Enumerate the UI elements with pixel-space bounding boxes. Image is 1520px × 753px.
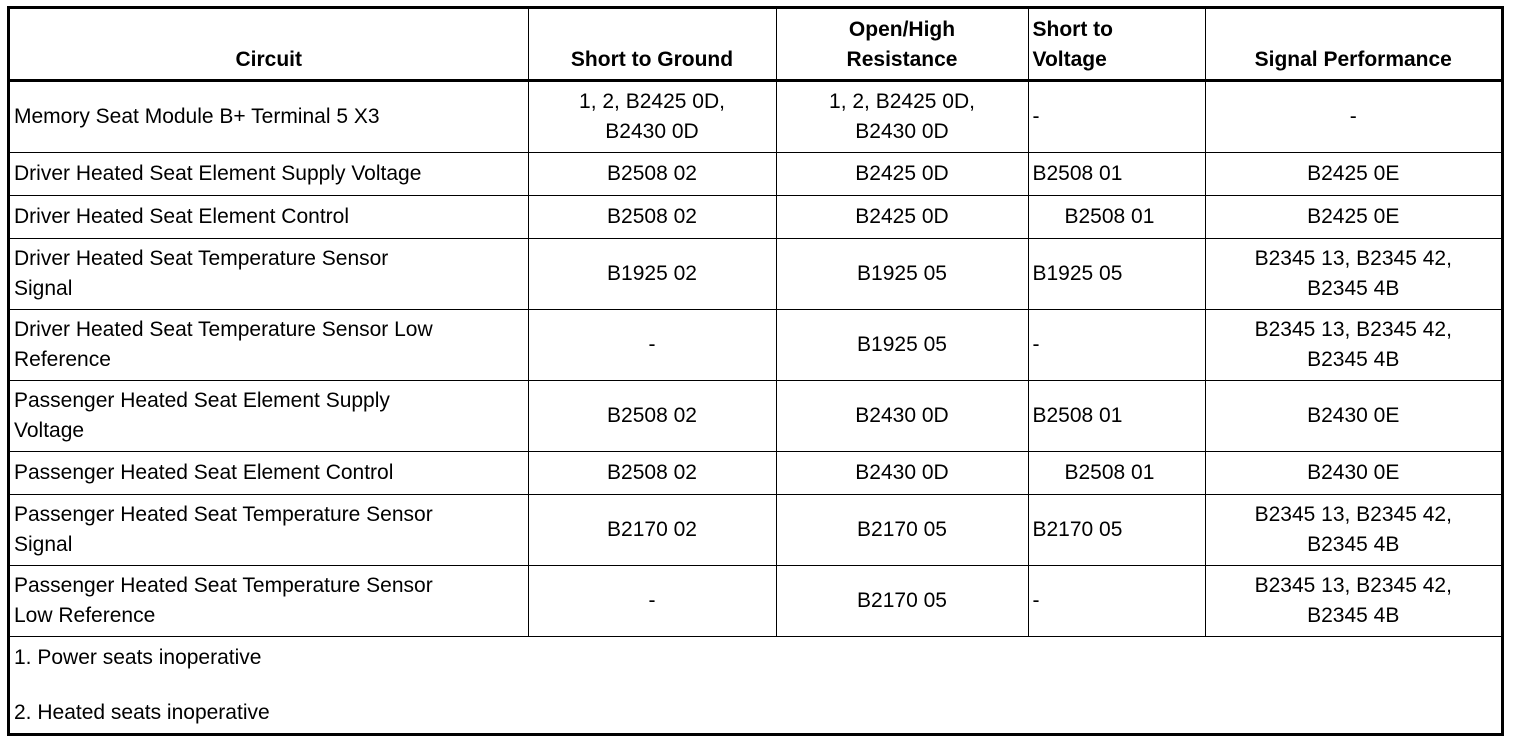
signal-performance-cell-line: - xyxy=(1349,105,1357,128)
signal-performance-cell-line: B2345 13, B2345 42, xyxy=(1254,247,1452,270)
short-to-voltage-cell-line: B2508 01 xyxy=(1064,205,1155,228)
circuit-cell xyxy=(10,452,528,495)
short-to-ground-cell-line: B2508 02 xyxy=(607,162,697,185)
short-to-ground-cell-line: - xyxy=(648,333,656,356)
signal-performance-cell xyxy=(1205,310,1501,381)
signal-performance-cell-line: B2345 4B xyxy=(1307,533,1400,556)
header-open-high-resistance xyxy=(776,9,1028,81)
short-to-ground-cell xyxy=(528,81,776,153)
table-row xyxy=(10,381,1501,452)
circuit-cell xyxy=(10,381,528,452)
table-row xyxy=(10,239,1501,310)
table-row xyxy=(10,452,1501,495)
table-row xyxy=(10,566,1501,637)
circuit-cell xyxy=(10,495,528,566)
open-high-resistance-cell-line: B2430 0D xyxy=(855,461,949,484)
short-to-ground-cell xyxy=(528,196,776,239)
signal-performance-cell xyxy=(1205,153,1501,196)
signal-performance-cell-line: B2425 0E xyxy=(1307,205,1400,228)
short-to-ground-cell-line: B2508 02 xyxy=(607,205,697,228)
open-high-resistance-cell-line: B2425 0D xyxy=(855,205,949,228)
short-to-ground-cell xyxy=(528,310,776,381)
open-high-resistance-cell-line: B1925 05 xyxy=(857,262,947,285)
short-to-ground-cell xyxy=(528,452,776,495)
signal-performance-cell-line: B2430 0E xyxy=(1307,404,1400,427)
table-body xyxy=(10,9,1501,637)
open-high-resistance-cell xyxy=(776,153,1028,196)
short-to-ground-cell xyxy=(528,239,776,310)
table-row xyxy=(10,310,1501,381)
header-circuit: Circuit xyxy=(10,9,528,81)
signal-performance-cell-line: B2345 4B xyxy=(1307,604,1400,627)
short-to-voltage-cell-line: - xyxy=(1032,333,1040,356)
short-to-voltage-cell xyxy=(1028,381,1205,452)
signal-performance-cell-line: B2345 13, B2345 42, xyxy=(1254,574,1452,597)
signal-performance-cell-line: B2345 4B xyxy=(1307,348,1400,371)
header-open-high-resistance-line-2: Resistance xyxy=(846,48,958,71)
short-to-voltage-cell xyxy=(1028,495,1205,566)
signal-performance-cell xyxy=(1205,196,1501,239)
footnote-1: 1. Power seats inoperative xyxy=(14,646,262,669)
short-to-ground-cell-line: B2430 0D xyxy=(605,120,699,143)
circuit-cell xyxy=(10,310,528,381)
table-row xyxy=(10,495,1501,566)
short-to-voltage-cell xyxy=(1028,153,1205,196)
circuit-dtc-table xyxy=(10,9,1501,637)
signal-performance-cell-line: B2345 4B xyxy=(1307,277,1400,300)
circuit-cell xyxy=(10,239,528,310)
short-to-voltage-cell-line: - xyxy=(1032,589,1040,612)
circuit-cell xyxy=(10,81,528,153)
short-to-ground-cell-line: B2508 02 xyxy=(607,404,697,427)
open-high-resistance-cell xyxy=(776,239,1028,310)
short-to-voltage-cell xyxy=(1028,239,1205,310)
signal-performance-cell xyxy=(1205,81,1501,153)
short-to-voltage-cell-line: B2508 01 xyxy=(1064,461,1155,484)
signal-performance-cell xyxy=(1205,452,1501,495)
short-to-voltage-cell-line: B2508 01 xyxy=(1032,404,1123,427)
circuit-cell-line: Memory Seat Module B+ Terminal 5 X3 xyxy=(14,105,380,128)
header-short-to-voltage xyxy=(1028,9,1205,81)
short-to-ground-cell-line: B2508 02 xyxy=(607,461,697,484)
short-to-ground-cell-line: - xyxy=(648,589,656,612)
signal-performance-cell-line: B2345 13, B2345 42, xyxy=(1254,318,1452,341)
open-high-resistance-cell xyxy=(776,452,1028,495)
open-high-resistance-cell-line: B2430 0D xyxy=(855,120,949,143)
circuit-cell xyxy=(10,566,528,637)
short-to-voltage-cell-line: B1925 05 xyxy=(1032,262,1123,285)
signal-performance-cell xyxy=(1205,381,1501,452)
signal-performance-cell-line: B2345 13, B2345 42, xyxy=(1254,503,1452,526)
short-to-ground-cell-line: B2170 02 xyxy=(607,518,697,541)
circuit-cell-line: Passenger Heated Seat Element Supply xyxy=(14,389,390,412)
open-high-resistance-cell xyxy=(776,381,1028,452)
open-high-resistance-cell-line: B2425 0D xyxy=(855,162,949,185)
short-to-voltage-cell-line: - xyxy=(1032,105,1040,128)
signal-performance-cell-line: B2430 0E xyxy=(1307,461,1400,484)
short-to-voltage-cell xyxy=(1028,452,1205,495)
open-high-resistance-cell-line: B2170 05 xyxy=(857,518,947,541)
short-to-voltage-cell xyxy=(1028,310,1205,381)
short-to-ground-cell-line: 1, 2, B2425 0D, xyxy=(579,90,725,113)
circuit-cell-line: Passenger Heated Seat Temperature Sensor xyxy=(14,574,433,597)
header-row xyxy=(10,9,1501,81)
open-high-resistance-cell-line: B1925 05 xyxy=(857,333,947,356)
short-to-ground-cell xyxy=(528,153,776,196)
circuit-cell-line: Passenger Heated Seat Temperature Sensor xyxy=(14,503,433,526)
table-row xyxy=(10,196,1501,239)
signal-performance-cell xyxy=(1205,239,1501,310)
footnotes xyxy=(10,637,1501,753)
circuit-cell-line: Signal xyxy=(14,277,73,300)
table-row xyxy=(10,153,1501,196)
open-high-resistance-cell xyxy=(776,566,1028,637)
signal-performance-cell xyxy=(1205,495,1501,566)
table-row xyxy=(10,81,1501,153)
header-signal-performance: Signal Performance xyxy=(1205,9,1501,81)
circuit-cell-line: Voltage xyxy=(14,419,85,442)
circuit-cell-line: Driver Heated Seat Element Control xyxy=(14,205,349,228)
header-short-to-ground: Short to Ground xyxy=(528,9,776,81)
circuit-cell-line: Driver Heated Seat Temperature Sensor Low xyxy=(14,318,433,341)
open-high-resistance-cell xyxy=(776,310,1028,381)
short-to-voltage-cell xyxy=(1028,81,1205,153)
circuit-cell xyxy=(10,153,528,196)
short-to-voltage-cell xyxy=(1028,566,1205,637)
circuit-cell-line: Driver Heated Seat Temperature Sensor xyxy=(14,247,389,270)
signal-performance-cell xyxy=(1205,566,1501,637)
short-to-voltage-cell-line: B2170 05 xyxy=(1032,518,1123,541)
header-open-high-resistance-line-1: Open/High xyxy=(848,18,956,41)
open-high-resistance-cell-line: B2430 0D xyxy=(855,404,949,427)
circuit-cell-line: Reference xyxy=(14,348,111,371)
short-to-ground-cell xyxy=(528,495,776,566)
open-high-resistance-cell-line: 1, 2, B2425 0D, xyxy=(829,90,975,113)
short-to-voltage-cell-line: B2508 01 xyxy=(1032,162,1123,185)
circuit-cell-line: Low Reference xyxy=(14,604,156,627)
signal-performance-cell-line: B2425 0E xyxy=(1307,162,1400,185)
header-short-to-voltage-line-1: Short to xyxy=(1032,18,1113,41)
open-high-resistance-cell xyxy=(776,81,1028,153)
diagnostic-table-page xyxy=(7,6,1504,736)
short-to-ground-cell xyxy=(528,381,776,452)
circuit-cell-line: Signal xyxy=(14,533,73,556)
circuit-cell-line: Driver Heated Seat Element Supply Voltage xyxy=(14,162,422,185)
footnote-2: 2. Heated seats inoperative xyxy=(14,701,270,724)
short-to-ground-cell xyxy=(528,566,776,637)
circuit-cell-line: Passenger Heated Seat Element Control xyxy=(14,461,394,484)
open-high-resistance-cell xyxy=(776,495,1028,566)
short-to-voltage-cell xyxy=(1028,196,1205,239)
header-short-to-voltage-line-2: Voltage xyxy=(1032,48,1107,71)
short-to-ground-cell-line: B1925 02 xyxy=(607,262,697,285)
circuit-cell xyxy=(10,196,528,239)
open-high-resistance-cell xyxy=(776,196,1028,239)
open-high-resistance-cell-line: B2170 05 xyxy=(857,589,947,612)
